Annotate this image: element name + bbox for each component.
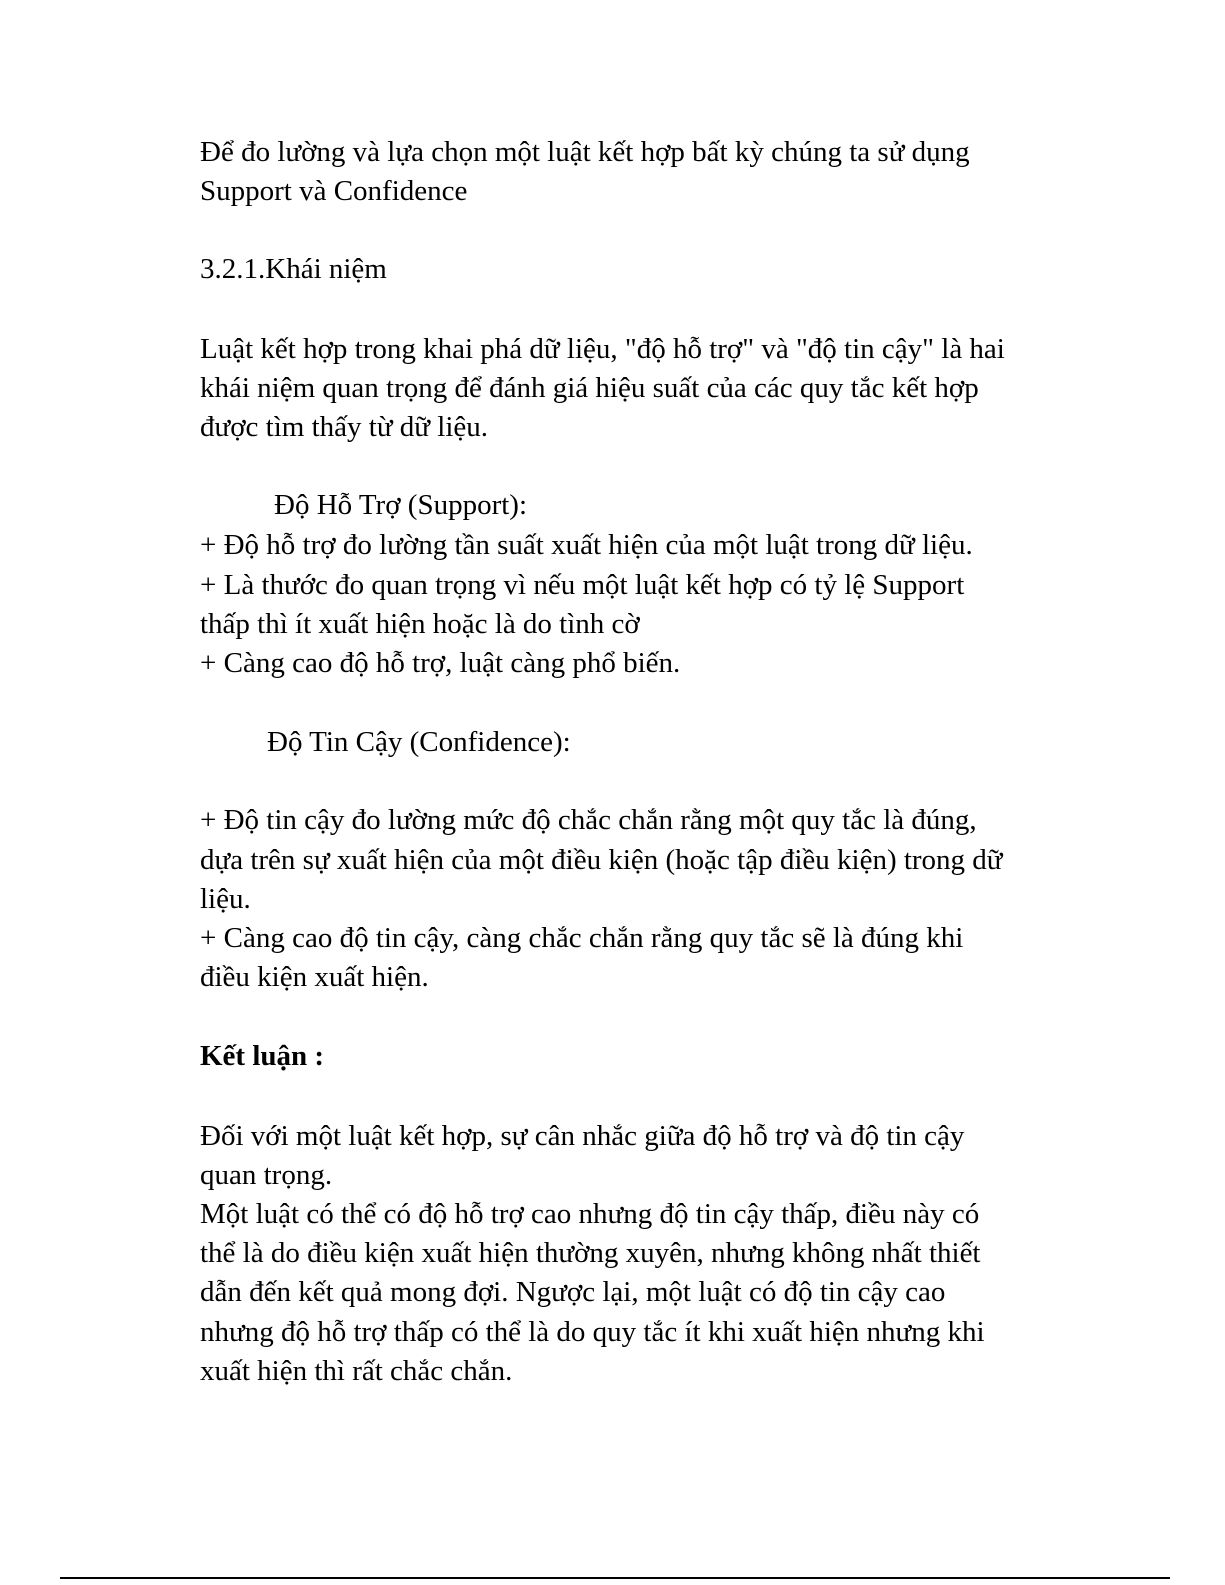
confidence-line-4: + Càng cao độ tin cậy, càng chắc chắn rằng quy tắc sẽ là đúng khi (200, 922, 964, 954)
confidence-line-2: dựa trên sự xuất hiện của một điều kiện (hoặc tập điều kiện) trong dữ (200, 844, 1003, 876)
definition-line-3: được tìm thấy từ dữ liệu. (200, 411, 489, 443)
conclusion-line-4: thể là do điều kiện xuất hiện thường xuyên, nhưng không nhất thiết (200, 1237, 981, 1269)
support-line-2: + Là thước đo quan trọng vì nếu một luật kết hợp có tỷ lệ Support (200, 569, 965, 601)
section-heading: 3.2.1.Khái niệm (200, 253, 387, 285)
confidence-line-3: liệu. (200, 883, 251, 915)
support-heading: Độ Hỗ Trợ (Support): (274, 489, 528, 521)
support-line-4: + Càng cao độ hỗ trợ, luật càng phổ biến. (200, 647, 681, 679)
definition-line-1: Luật kết hợp trong khai phá dữ liệu, "độ hỗ trợ" và "độ tin cậy" là hai (200, 333, 1005, 365)
conclusion-line-5: dẫn đến kết quả mong đợi. Ngược lại, một luật có độ tin cậy cao (200, 1276, 946, 1308)
confidence-line-5: điều kiện xuất hiện. (200, 961, 429, 993)
conclusion-line-7: xuất hiện thì rất chắc chắn. (200, 1355, 513, 1387)
conclusion-line-2: quan trọng. (200, 1159, 333, 1191)
confidence-line-1: + Độ tin cậy đo lường mức độ chắc chắn rằng một quy tắc là đúng, (200, 804, 977, 836)
intro-line-2: Support và Confidence (200, 175, 468, 207)
definition-line-2: khái niệm quan trọng để đánh giá hiệu suất của các quy tắc kết hợp (200, 372, 979, 404)
conclusion-line-1: Đối với một luật kết hợp, sự cân nhắc giữa độ hỗ trợ và độ tin cậy (200, 1120, 965, 1152)
conclusion-line-6: nhưng độ hỗ trợ thấp có thể là do quy tắc ít khi xuất hiện nhưng khi (200, 1316, 985, 1348)
conclusion-heading: Kết luận : (200, 1040, 325, 1072)
confidence-heading: Độ Tin Cậy (Confidence): (267, 726, 571, 758)
intro-line-1: Để đo lường và lựa chọn một luật kết hợp bất kỳ chúng ta sử dụng (200, 136, 970, 168)
page-bottom-rule (60, 1577, 1170, 1579)
support-line-3: thấp thì ít xuất hiện hoặc là do tình cờ (200, 608, 640, 640)
conclusion-line-3: Một luật có thể có độ hỗ trợ cao nhưng độ tin cậy thấp, điều này có (200, 1198, 980, 1230)
support-line-1: + Độ hỗ trợ đo lường tần suất xuất hiện của một luật trong dữ liệu. (200, 529, 973, 561)
